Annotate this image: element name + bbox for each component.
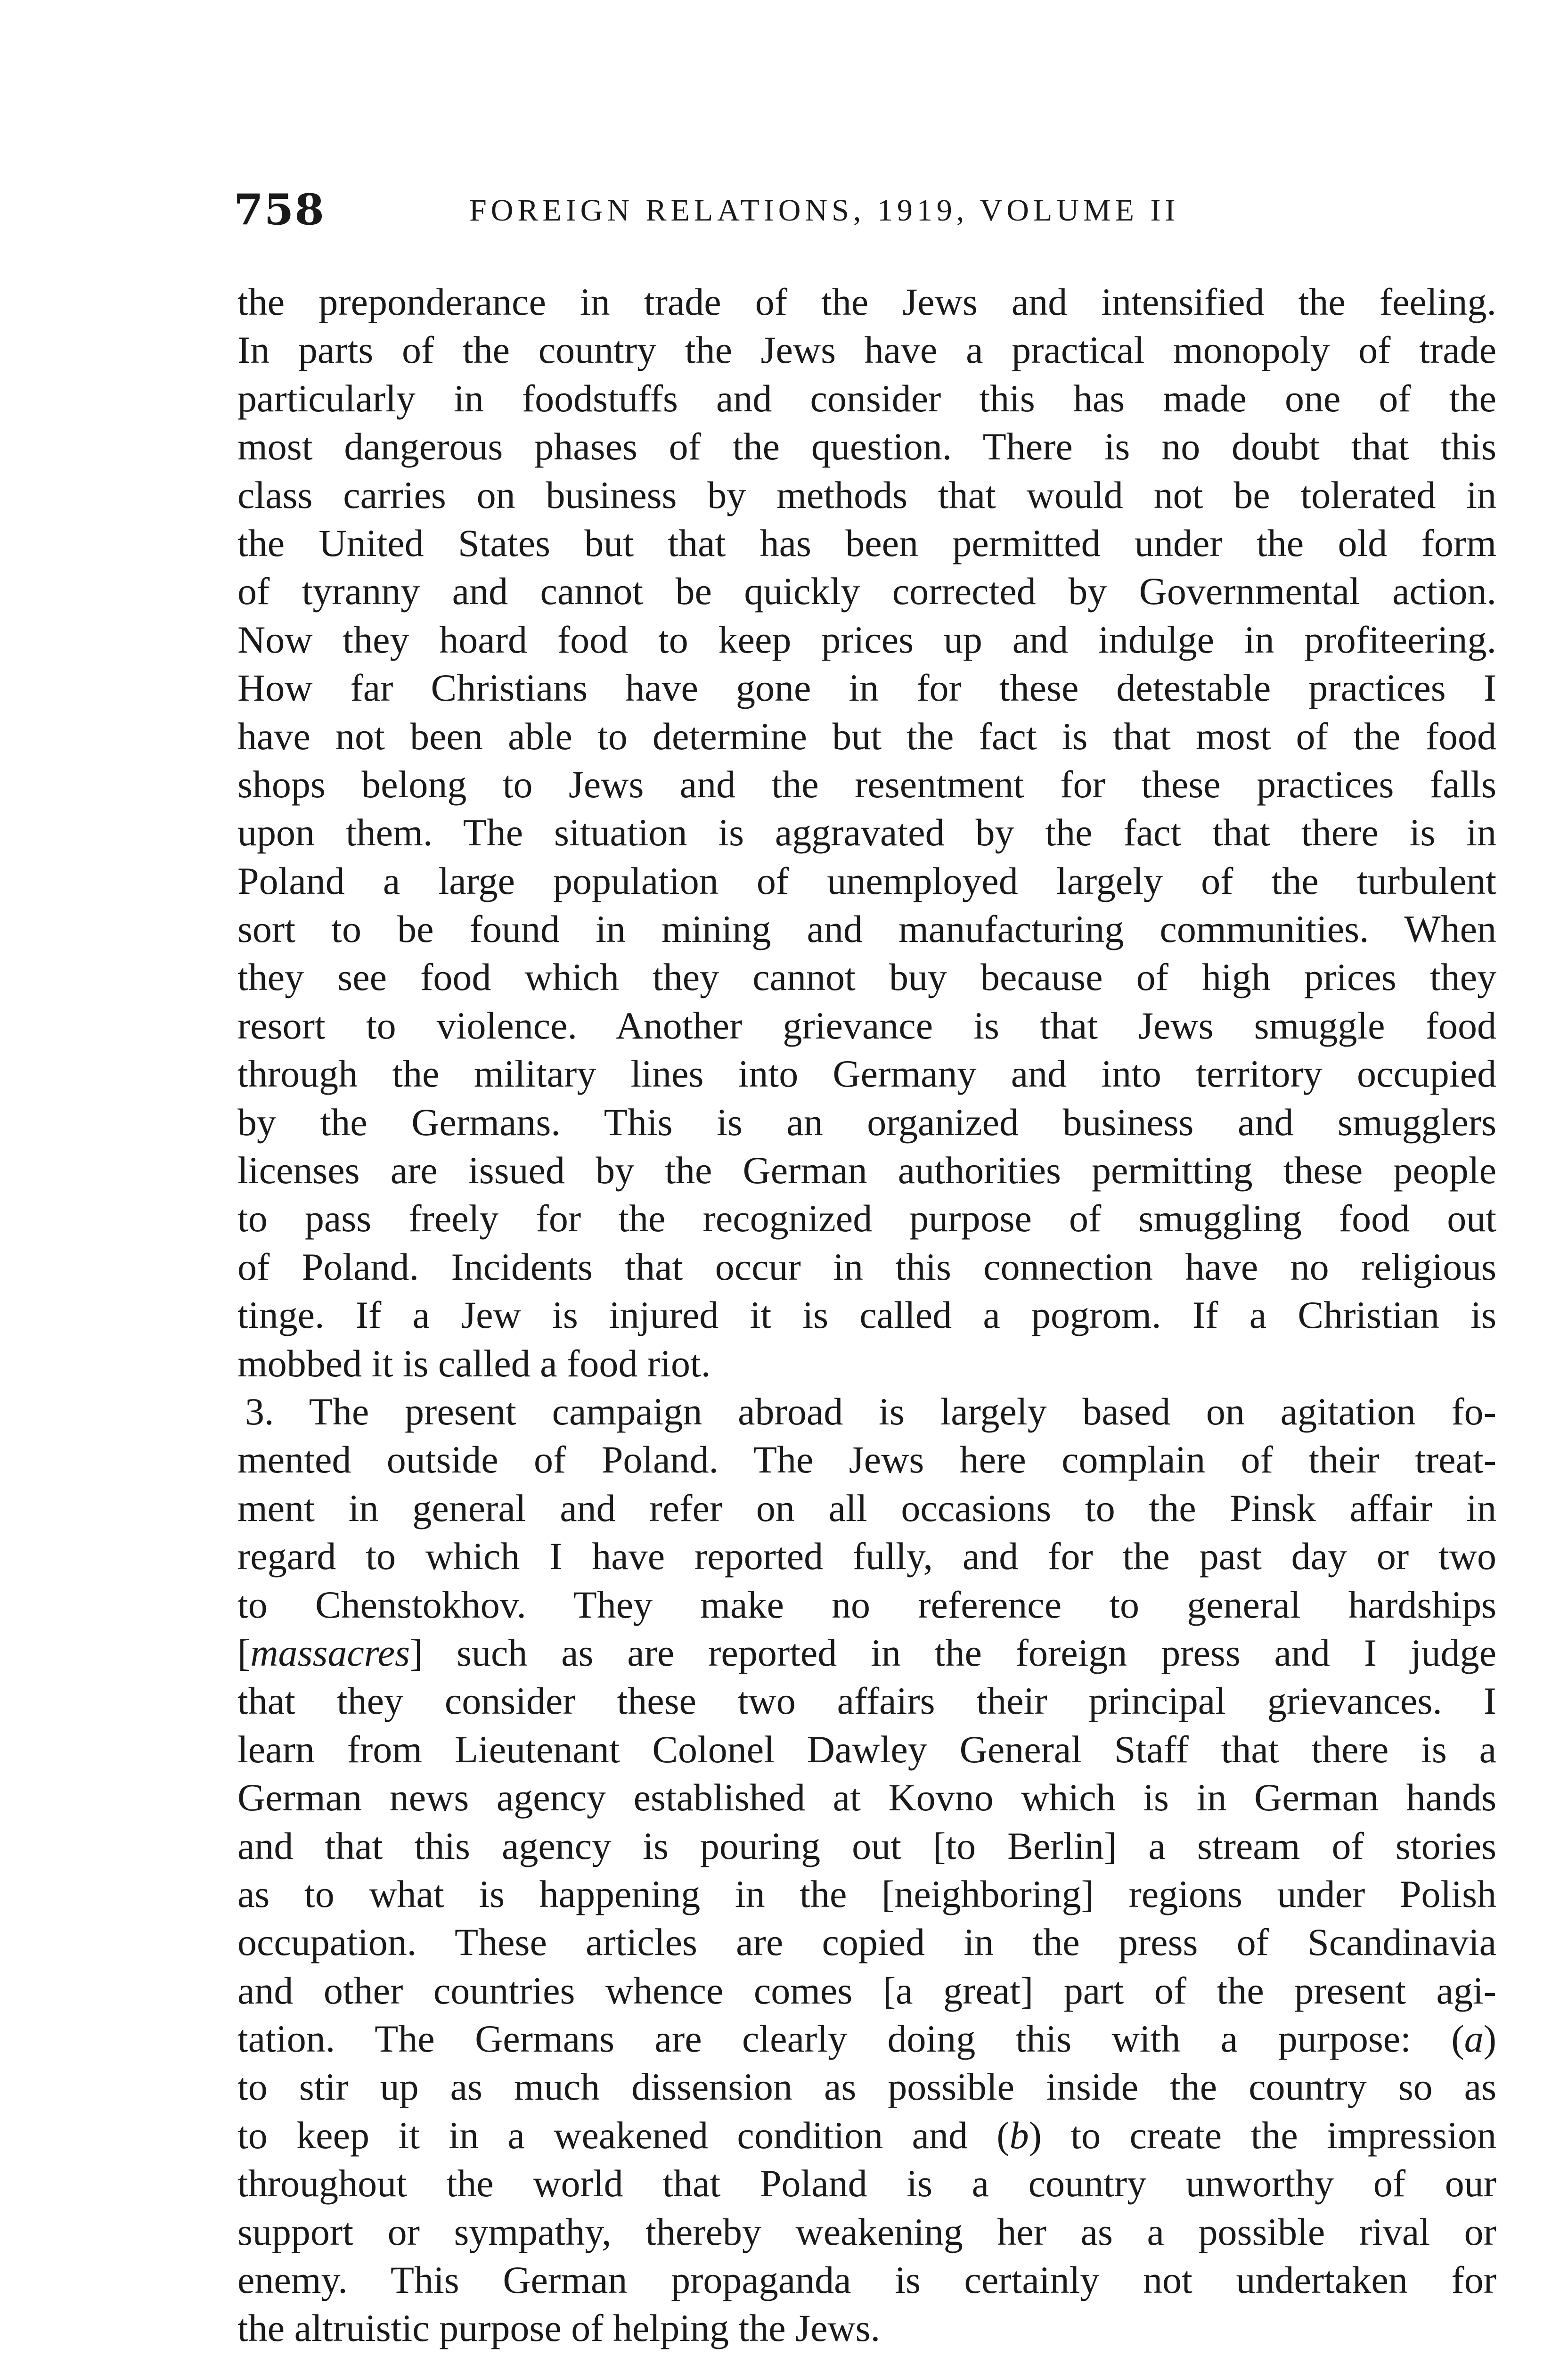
text-line: to pass freely for the recognized purpose of smuggling food out — [237, 1197, 1496, 1240]
text-line: as to what is happening in the [neighboring] regions under Polish — [237, 1872, 1496, 1915]
text-line: of Poland. Incidents that occur in this connection have no religious — [237, 1245, 1496, 1288]
text-line: to stir up as much dissension as possible inside the country so as — [237, 2065, 1496, 2109]
text-line: How far Christians have gone in for these detestable practices I — [237, 666, 1496, 710]
text-line: and other countries whence comes [a great] part of the present agi- — [237, 1969, 1496, 2012]
text-line: enemy. This German propaganda is certainly not undertaken for — [237, 2258, 1496, 2302]
line-fragment: to keep it in a weakened condition and ( — [237, 2113, 1010, 2157]
page-number: 758 — [234, 185, 325, 235]
italic-letter: a — [1464, 2017, 1484, 2061]
text-line: through the military lines into Germany and into territory occupied — [237, 1052, 1496, 1096]
text-line: resort to violence. Another grievance is that Jews smuggle food — [237, 1004, 1496, 1047]
running-head: FOREIGN RELATIONS, 1919, VOLUME II — [469, 193, 1180, 228]
text-line: tinge. If a Jew is injured it is called a pogrom. If a Christian is — [237, 1293, 1496, 1337]
text-line: the United States but that has been permitted under the old form — [237, 521, 1496, 564]
text-line: learn from Lieutenant Colonel Dawley General Staff that there is a — [237, 1727, 1496, 1771]
text-line: Poland a large population of unemployed largely of the turbulent — [237, 859, 1496, 902]
text-line — [237, 2111, 1496, 2160]
text-line: mobbed it is called a food riot. — [237, 1342, 711, 1385]
text-line: most dangerous phases of the question. There is no doubt that this — [237, 425, 1496, 468]
text-line — [237, 2015, 1496, 2063]
text-line: shops belong to Jews and the resentment for these practices falls — [237, 762, 1496, 806]
italic-term: massacres — [250, 1631, 410, 1674]
text-line: by the Germans. This is an organized business and smugglers — [237, 1100, 1496, 1144]
text-line — [237, 1629, 1496, 1677]
text-line: and that this agency is pouring out [to Berlin] a stream of stories — [237, 1824, 1496, 1867]
text-line: Now they hoard food to keep prices up and indulge in profiteering. — [237, 618, 1496, 661]
text-line: sort to be found in mining and manufacturing communities. When — [237, 908, 1496, 951]
text-line: In parts of the country the Jews have a practical monopoly of trade — [237, 328, 1496, 372]
text-line: the preponderance in trade of the Jews and intensified the feeling. — [237, 280, 1496, 323]
text-line: licenses are issued by the German authorities permitting these people — [237, 1149, 1496, 1192]
text-line: ment in general and refer on all occasions to the Pinsk affair in — [237, 1486, 1496, 1530]
text-line: class carries on business by methods that would not be tolerated in — [237, 473, 1496, 516]
text-line: of tyranny and cannot be quickly corrected by Governmental action. — [237, 570, 1496, 613]
bracket-open: [ — [237, 1631, 251, 1674]
text-line: occupation. These articles are copied in the press of Scandinavia — [237, 1921, 1496, 1964]
text-line: they see food which they cannot buy because of high prices they — [237, 956, 1496, 999]
text-line: German news agency established at Kovno which is in German hands — [237, 1776, 1496, 1819]
line-fragment: ] such as are reported in the foreign press and I judge — [409, 1631, 1496, 1674]
line-fragment: ) to create the impression — [1029, 2113, 1497, 2157]
italic-letter: b — [1009, 2113, 1029, 2157]
text-line: throughout the world that Poland is a country unworthy of our — [237, 2162, 1496, 2205]
line-fragment: ) — [1483, 2017, 1496, 2061]
page-header — [234, 181, 1496, 238]
text-line: support or sympathy, thereby weakening her as a possible rival or — [237, 2210, 1496, 2253]
text-line: the altruistic purpose of helping the Jews. — [237, 2307, 881, 2350]
body-text — [237, 278, 1496, 2353]
text-line: mented outside of Poland. The Jews here complain of their treat- — [237, 1438, 1496, 1481]
text-line: regard to which I have reported fully, and for the past day or two — [237, 1535, 1496, 1578]
text-line: particularly in foodstuffs and consider this has made one of the — [237, 376, 1496, 420]
text-line: to Chenstokhov. They make no reference to general hardships — [237, 1583, 1496, 1626]
text-line: upon them. The situation is aggravated by the fact that there is in — [237, 811, 1496, 854]
text-line: have not been able to determine but the fact is that most of the food — [237, 714, 1496, 758]
paragraph-start-line: 3. The present campaign abroad is largely based on agitation fo- — [245, 1390, 1496, 1433]
line-fragment: tation. The Germans are clearly doing this with a purpose: ( — [237, 2017, 1464, 2061]
text-line: that they consider these two affairs their principal grievances. I — [237, 1679, 1496, 1723]
